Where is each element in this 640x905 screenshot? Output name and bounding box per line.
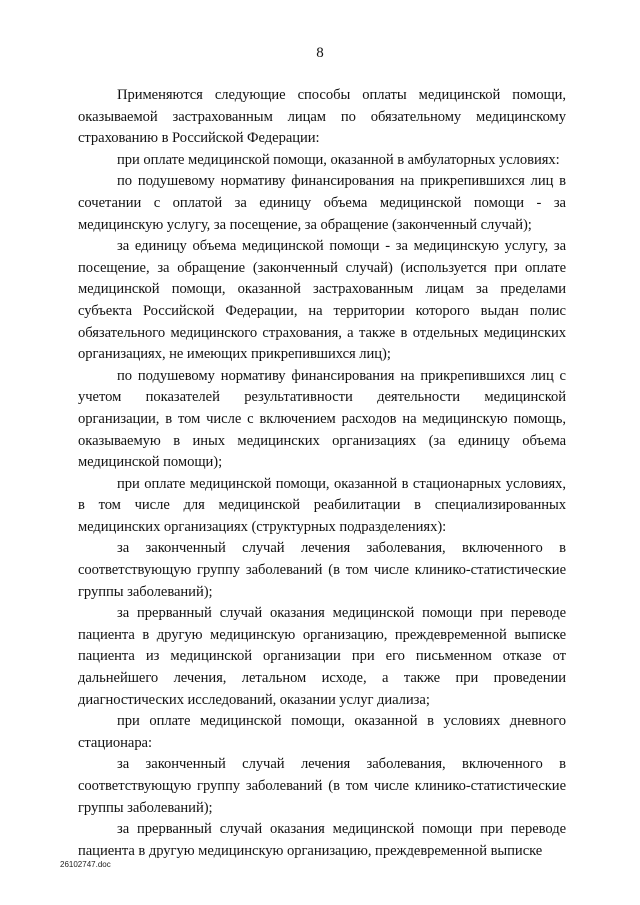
paragraph-inpatient-completed-case: за законченный случай лечения заболевания, включенного в соответствующую группу заболеваний (в том числе клинико-статистические группы заболеваний);: [78, 540, 566, 600]
page-number: 8: [316, 45, 324, 61]
paragraph-payment-methods-intro: Применяются следующие способы оплаты медицинской помощи, оказываемой застрахованным лицам по обязательному медицинскому страхованию в Российской Федерации:: [78, 87, 566, 147]
paragraph-day-hospital-interrupted-case: за прерванный случай оказания медицинской помощи при переводе пациента в другую медицинскую организацию, преждевременной выписке: [78, 821, 566, 859]
document-body: [78, 85, 566, 862]
paragraph-outpatient-heading: при оплате медицинской помощи, оказанной в амбулаторных условиях:: [117, 151, 560, 168]
paragraph-per-capita-performance: по подушевому нормативу финансирования на прикрепившихся лиц с учетом показателей результативности деятельности медицинской организации, в том числе с включением расходов на медицинскую помощь, оказываемую в иных медицинских организациях (за единицу объема медицинской помощи);: [78, 367, 566, 471]
paragraph-per-unit-volume: за единицу объема медицинской помощи - за медицинскую услугу, за посещение, за обращение (законченный случай) (используется при оплате медицинской помощи, оказанной застрахованным лицам за пределами субъекта Российской Федерации, на территории которого выдан полис обязательного медицинского страхования, а также в отдельных медицинских организациях, не имеющих прикрепившихся лиц);: [78, 238, 566, 363]
paragraph-day-hospital-heading: при оплате медицинской помощи, оказанной в условиях дневного стационара:: [78, 713, 566, 751]
paragraph-per-capita-combined: по подушевому нормативу финансирования на прикрепившихся лиц в сочетании с оплатой за единицу объема медицинской помощи - за медицинскую услугу, за посещение, за обращение (законченный случай);: [78, 173, 566, 233]
paragraph-inpatient-heading: при оплате медицинской помощи, оказанной в стационарных условиях, в том числе для медицинской реабилитации в специализированных медицинских организациях (структурных подразделениях):: [78, 475, 566, 535]
paragraph-day-hospital-completed-case: за законченный случай лечения заболевания, включенного в соответствующую группу заболеваний (в том числе клинико-статистические группы заболеваний);: [78, 756, 566, 816]
footer-file-code: 26102747.doc: [60, 860, 111, 869]
paragraph-inpatient-interrupted-case: за прерванный случай оказания медицинской помощи при переводе пациента в другую медицинскую организацию, преждевременной выписке пациента из медицинской организации при его письменном отказе от дальнейшего лечения, летальном исходе, а также при проведении диагностических исследований, оказании услуг диализа;: [78, 605, 566, 708]
